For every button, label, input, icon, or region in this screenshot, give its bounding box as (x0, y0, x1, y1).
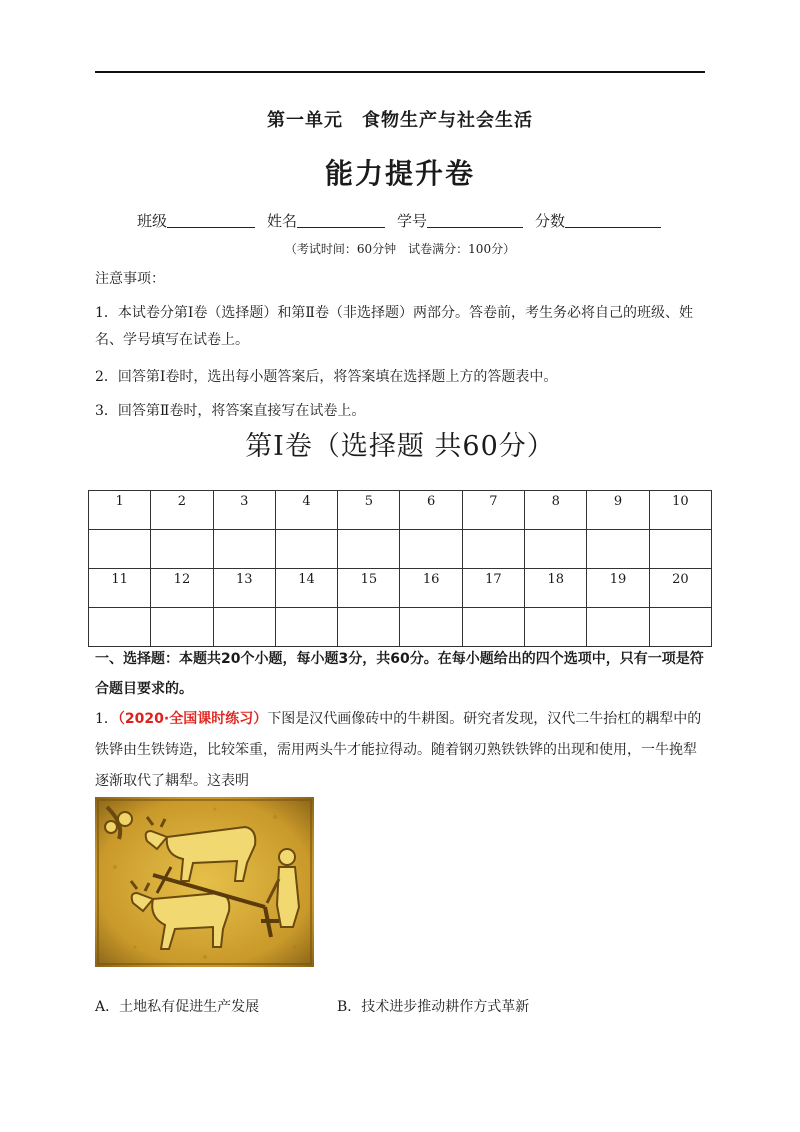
section-title: 第Ⅰ卷（选择题 共60分） (245, 431, 555, 462)
answer-cell[interactable] (525, 608, 587, 647)
question-stem: 下图是汉代画像砖中的牛耕图。研究者发现，汉代二牛抬杠的耦犁中的铁铧由生铁铸造，比较笨重，需用两头牛才能拉得动。随着钢刃熟铁铁铧的出现和使用，一牛挽犁逐渐取代了耦犁。这表明 (95, 711, 702, 789)
option-a[interactable]: A．土地私有促进生产发展 (95, 999, 260, 1015)
answer-number: 13 (213, 569, 275, 608)
answer-cell[interactable] (587, 530, 649, 569)
note-item: 3．回答第Ⅱ卷时，将答案直接写在试卷上。 (95, 403, 366, 419)
answer-cell[interactable] (462, 530, 524, 569)
answer-cell[interactable] (89, 608, 151, 647)
student-info-line (137, 210, 661, 231)
score-blank[interactable] (565, 212, 661, 228)
answer-number: 4 (275, 491, 337, 530)
answer-number: 14 (275, 569, 337, 608)
answer-cell[interactable] (649, 608, 711, 647)
answer-number: 20 (649, 569, 711, 608)
answer-number: 16 (400, 569, 462, 608)
class-label: 班级 (137, 212, 168, 230)
answer-number: 15 (338, 569, 400, 608)
answer-number: 3 (213, 491, 275, 530)
answer-number-row (89, 491, 712, 530)
answer-number: 9 (587, 491, 649, 530)
answer-number-row (89, 569, 712, 608)
exam-time: （考试时间：60分钟 试卷满分：100分） (284, 242, 516, 256)
note-item: 2．回答第Ⅰ卷时，选出每小题答案后，将答案填在选择题上方的答题表中。 (95, 369, 558, 385)
answer-number: 19 (587, 569, 649, 608)
score-label: 分数 (535, 212, 566, 230)
option-b[interactable]: B．技术进步推动耕作方式革新 (337, 999, 530, 1015)
question-source: （2020·全国课时练习） (117, 711, 268, 727)
answer-number: 10 (649, 491, 711, 530)
answer-number: 1 (89, 491, 151, 530)
answer-cell[interactable] (151, 530, 213, 569)
answer-cell[interactable] (275, 608, 337, 647)
name-label: 姓名 (267, 212, 298, 230)
note-item: 1．本试卷分第Ⅰ卷（选择题）和第Ⅱ卷（非选择题）两部分。答卷前，考生务必将自己的班级、姓名、学号填写在试卷上。 (95, 305, 693, 348)
answer-number: 5 (338, 491, 400, 530)
answer-cell[interactable] (400, 608, 462, 647)
answer-cell[interactable] (89, 530, 151, 569)
unit-title: 第一单元 食物生产与社会生活 (267, 110, 533, 131)
answer-number: 18 (525, 569, 587, 608)
answer-cell[interactable] (462, 608, 524, 647)
answer-cell[interactable] (213, 530, 275, 569)
answer-cell[interactable] (525, 530, 587, 569)
answer-number: 11 (89, 569, 151, 608)
top-rule (95, 71, 705, 73)
question-1 (95, 704, 710, 797)
answer-fill-row (89, 530, 712, 569)
answer-cell[interactable] (649, 530, 711, 569)
section-description: 一、选择题：本题共20个小题，每小题3分，共60分。在每小题给出的四个选项中，只有一项是符合题目要求的。 (95, 651, 704, 697)
answer-cell[interactable] (587, 608, 649, 647)
answer-cell[interactable] (338, 608, 400, 647)
id-blank[interactable] (427, 212, 523, 228)
notes-heading: 注意事项： (95, 271, 165, 287)
question-number: 1． (95, 711, 118, 727)
answer-cell[interactable] (400, 530, 462, 569)
answer-cell[interactable] (213, 608, 275, 647)
notes (95, 268, 715, 420)
answer-number: 12 (151, 569, 213, 608)
answer-number: 17 (462, 569, 524, 608)
ox-plowing-brick-image (95, 797, 314, 967)
id-label: 学号 (397, 212, 428, 230)
answer-number: 7 (462, 491, 524, 530)
answer-number: 8 (525, 491, 587, 530)
answer-number: 2 (151, 491, 213, 530)
answer-table (88, 490, 712, 647)
answer-cell[interactable] (151, 608, 213, 647)
answer-number: 6 (400, 491, 462, 530)
answer-cell[interactable] (338, 530, 400, 569)
class-blank[interactable] (167, 212, 255, 228)
answer-cell[interactable] (275, 530, 337, 569)
name-blank[interactable] (297, 212, 385, 228)
page-title: 能力提升卷 (324, 157, 475, 190)
answer-fill-row (89, 608, 712, 647)
